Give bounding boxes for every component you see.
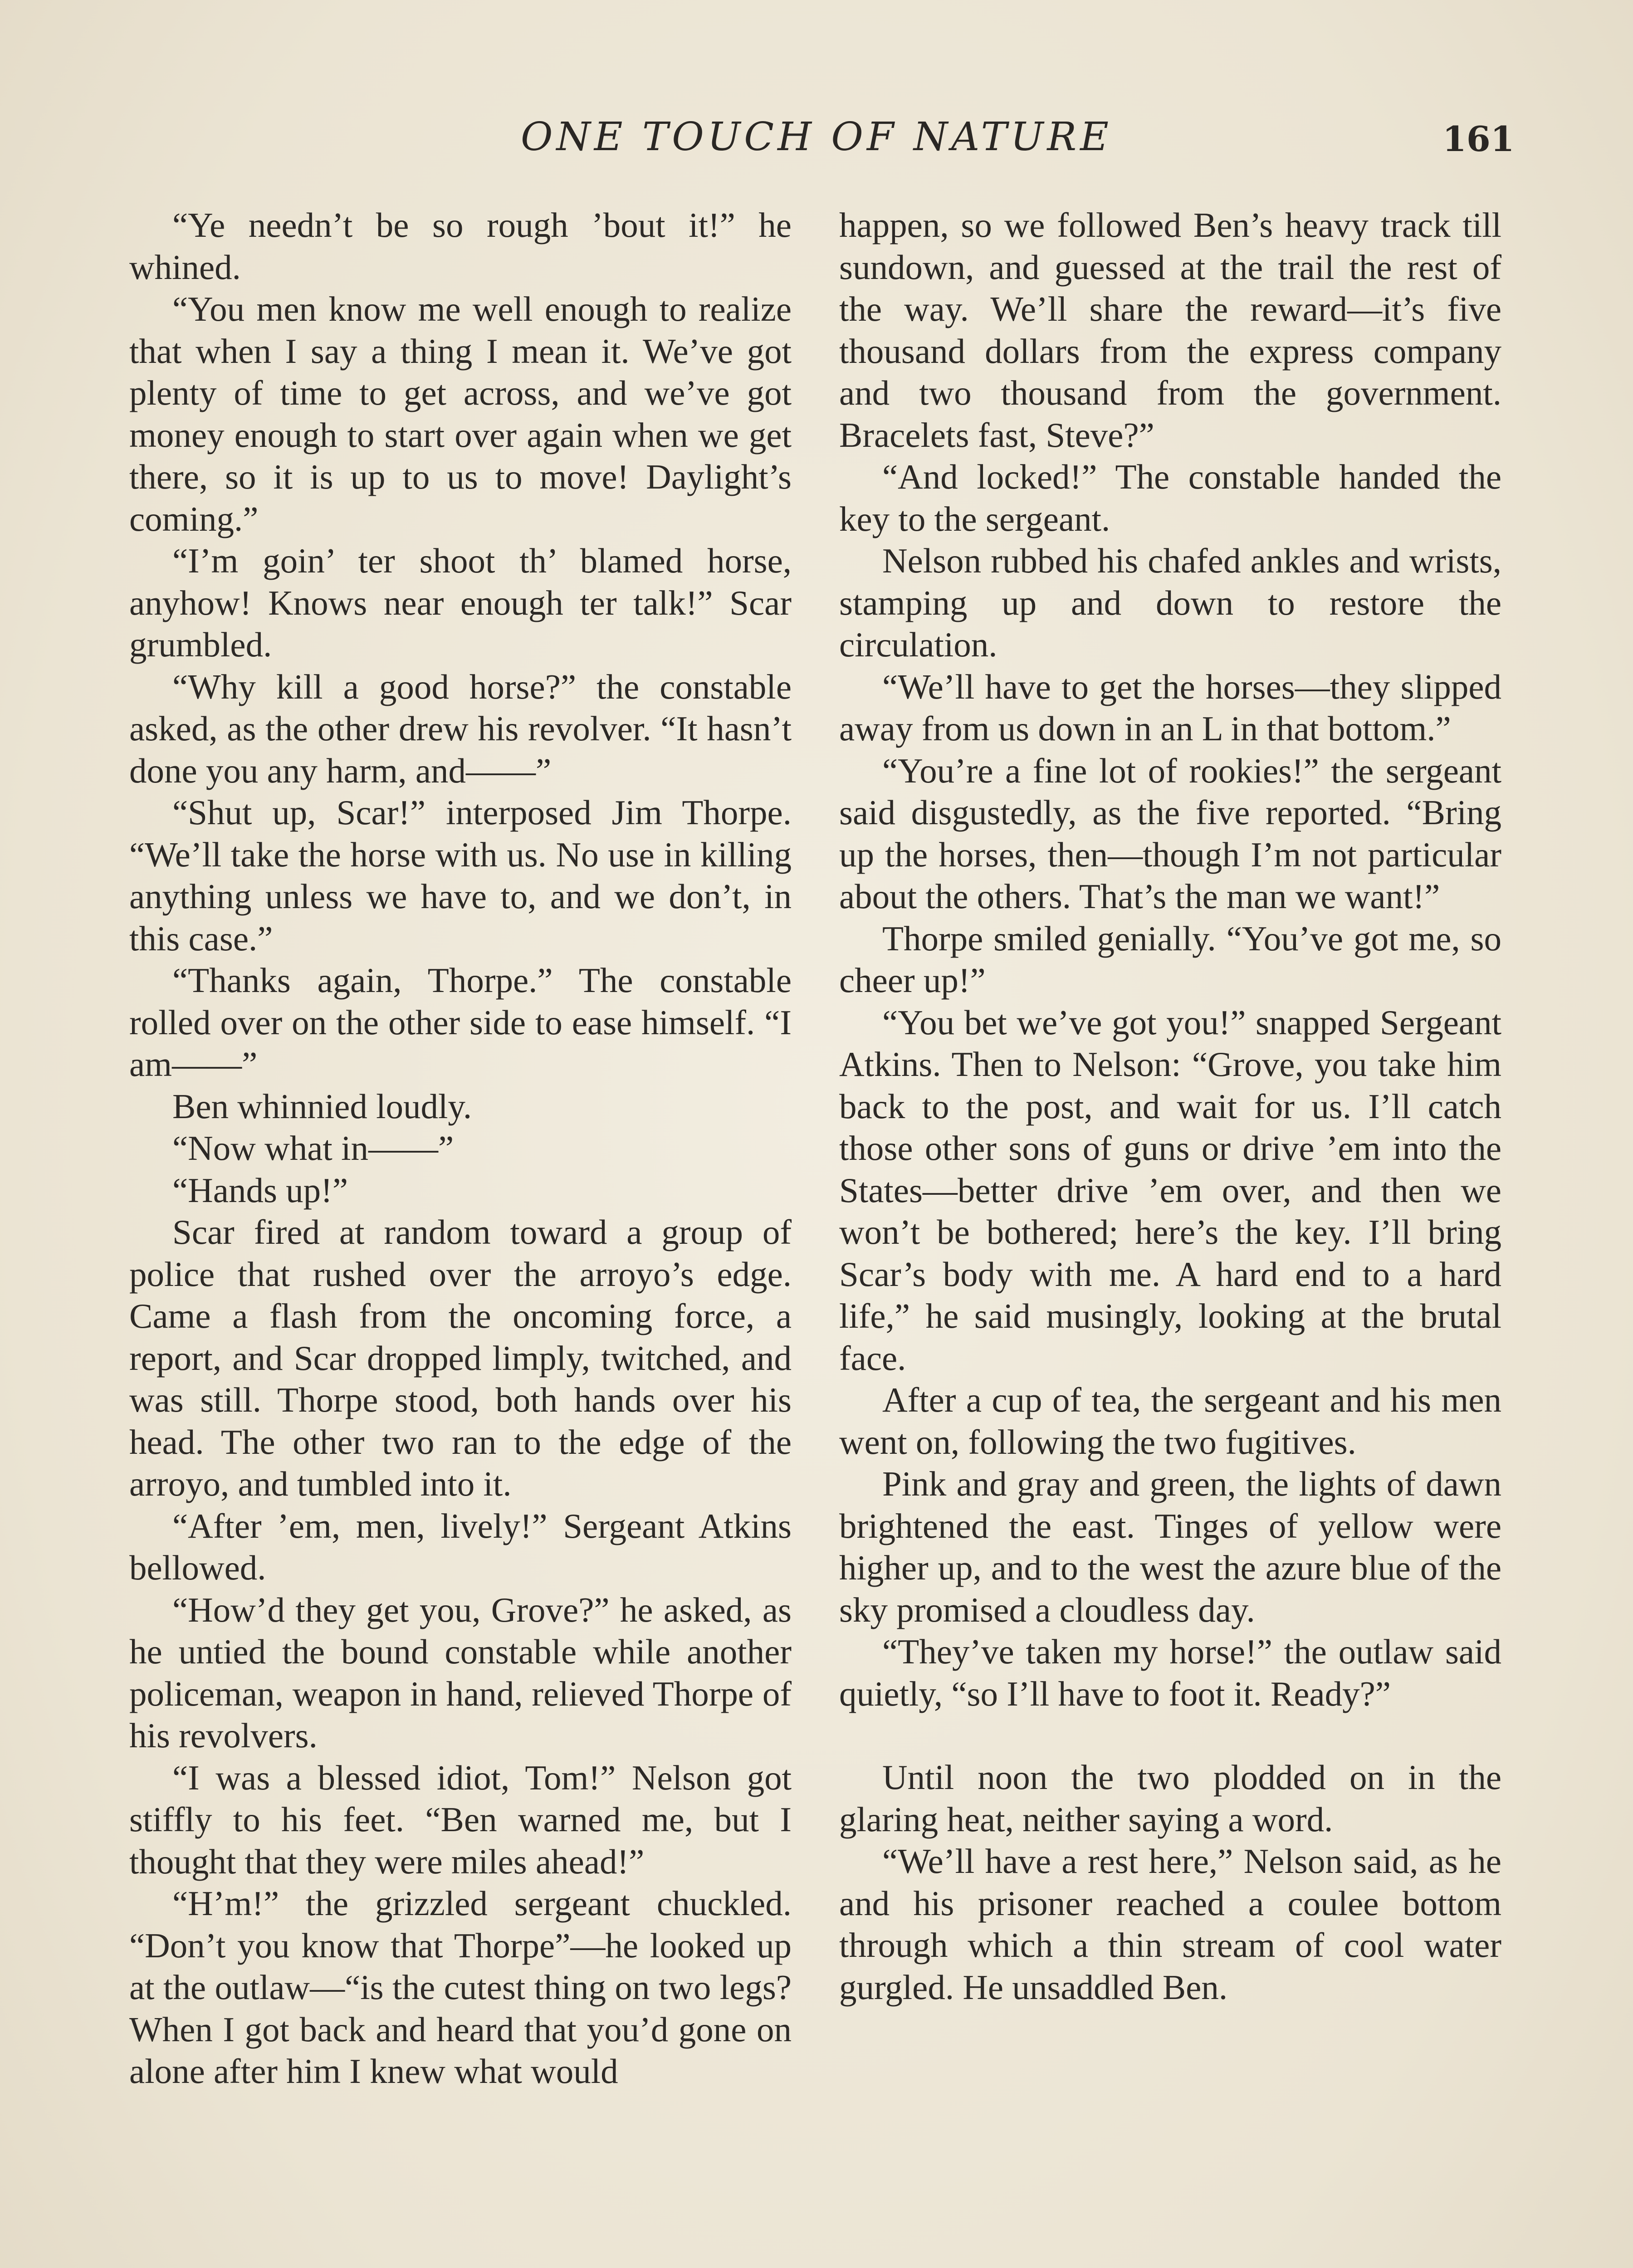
paragraph: Ben whinnied loudly. xyxy=(172,1086,472,1126)
paragraph: “Why kill a good horse?” the constable asked, as the other drew his revolver. “It hasn’t done you any harm, and——” xyxy=(129,667,792,790)
paragraph: “You bet we’ve got you!” snapped Sergeant Atkins. Then to Nelson: “Grove, you take him back to the post, and wait for us. I’ll catch those other sons of guns or drive ’em into the States—better drive ’em over, and then we won’t be bothered; here’s the key. I’ll bring Scar’s body with me. A hard end to a hard life,” he said musingly, looking at the brutal face. xyxy=(839,1002,1501,1378)
paragraph: “Ye needn’t be so rough ’bout it!” he whined. xyxy=(129,205,792,287)
paragraph: “Hands up!” xyxy=(172,1170,348,1210)
right-column xyxy=(839,204,1501,2008)
paragraph: “Shut up, Scar!” interposed Jim Thorpe. “We’ll take the horse with us. No use in killing anything unless we have to, and we don’t, in this case.” xyxy=(129,793,792,958)
running-head: ONE TOUCH OF NATURE xyxy=(521,114,1112,160)
paragraph: Until noon the two plodded on in the glaring heat, neither saying a word. xyxy=(839,1758,1501,1839)
paragraph: Scar fired at random toward a group of police that rushed over the arroyo’s edge. Came a flash from the oncoming force, a report, and Scar dropped limply, twitched, and was still. Thorpe stood, both hands over his head. The other two ran to the edge of the arroyo, and tumbled into it. xyxy=(129,1212,792,1503)
paragraph: “We’ll have a rest here,” Nelson said, as he and his prisoner reached a coulee bottom through which a thin stream of cool water gurgled. He unsaddled Ben. xyxy=(839,1842,1501,2007)
paragraph: “Thanks again, Thorpe.” The constable rolled over on the other side to ease himself. “I am——” xyxy=(129,961,792,1084)
page-number: 161 xyxy=(1442,119,1515,159)
paragraph: Thorpe smiled genially. “You’ve got me, so cheer up!” xyxy=(839,919,1501,1000)
paragraph: “I’m goin’ ter shoot th’ blamed horse, anyhow! Knows near enough ter talk!” Scar grumbled. xyxy=(129,541,792,664)
paragraph: “After ’em, men, lively!” Sergeant Atkins bellowed. xyxy=(129,1506,792,1587)
paragraph: “How’d they get you, Grove?” he asked, as he untied the bound constable while another policeman, weapon in hand, relieved Thorpe of his revolvers. xyxy=(129,1590,792,1755)
paragraph: “You men know me well enough to realize that when I say a thing I mean it. We’ve got plenty of time to get across, and we’ve got money enough to start over again when we get there, so it is up to us to move! Daylight’s coming.” xyxy=(129,289,792,538)
paragraph: “Now what in——” xyxy=(172,1129,454,1168)
paragraph: “They’ve taken my horse!” the outlaw said quietly, “so I’ll have to foot it. Ready?” xyxy=(839,1632,1501,1713)
paragraph: Pink and gray and green, the lights of dawn brightened the east. Tinges of yellow were higher up, and to the west the azure blue of the sky promised a cloudless day. xyxy=(839,1464,1501,1629)
paragraph: “I was a blessed idiot, Tom!” Nelson got stiffly to his feet. “Ben warned me, but I thought that they were miles ahead!” xyxy=(129,1758,792,1881)
paragraph: happen, so we followed Ben’s heavy track till sundown, and guessed at the trail the rest of the way. We’ll share the reward—it’s five thousand dollars from the express company and two thousand from the government. Bracelets fast, Steve?” xyxy=(839,205,1501,455)
left-column xyxy=(129,204,792,2092)
paragraph: After a cup of tea, the sergeant and his men went on, following the two fugitives. xyxy=(839,1380,1501,1461)
paragraph: “We’ll have to get the horses—they slipped away from us down in an L in that bottom.” xyxy=(839,667,1501,748)
paragraph: “And locked!” The constable handed the key to the sergeant. xyxy=(839,457,1501,538)
paragraph: “H’m!” the grizzled sergeant chuckled. “Don’t you know that Thorpe”—he looked up at the outlaw—“is the cutest thing on two legs? When I got back and heard that you’d gone on alone after him I knew what would xyxy=(129,1884,792,2091)
paragraph: “You’re a fine lot of rookies!” the sergeant said disgustedly, as the five reported. “Bring up the horses, then—though I’m not particular about the others. That’s the man we want!” xyxy=(839,751,1501,916)
paragraph: Nelson rubbed his chafed ankles and wrists, stamping up and down to restore the circulation. xyxy=(839,541,1501,664)
